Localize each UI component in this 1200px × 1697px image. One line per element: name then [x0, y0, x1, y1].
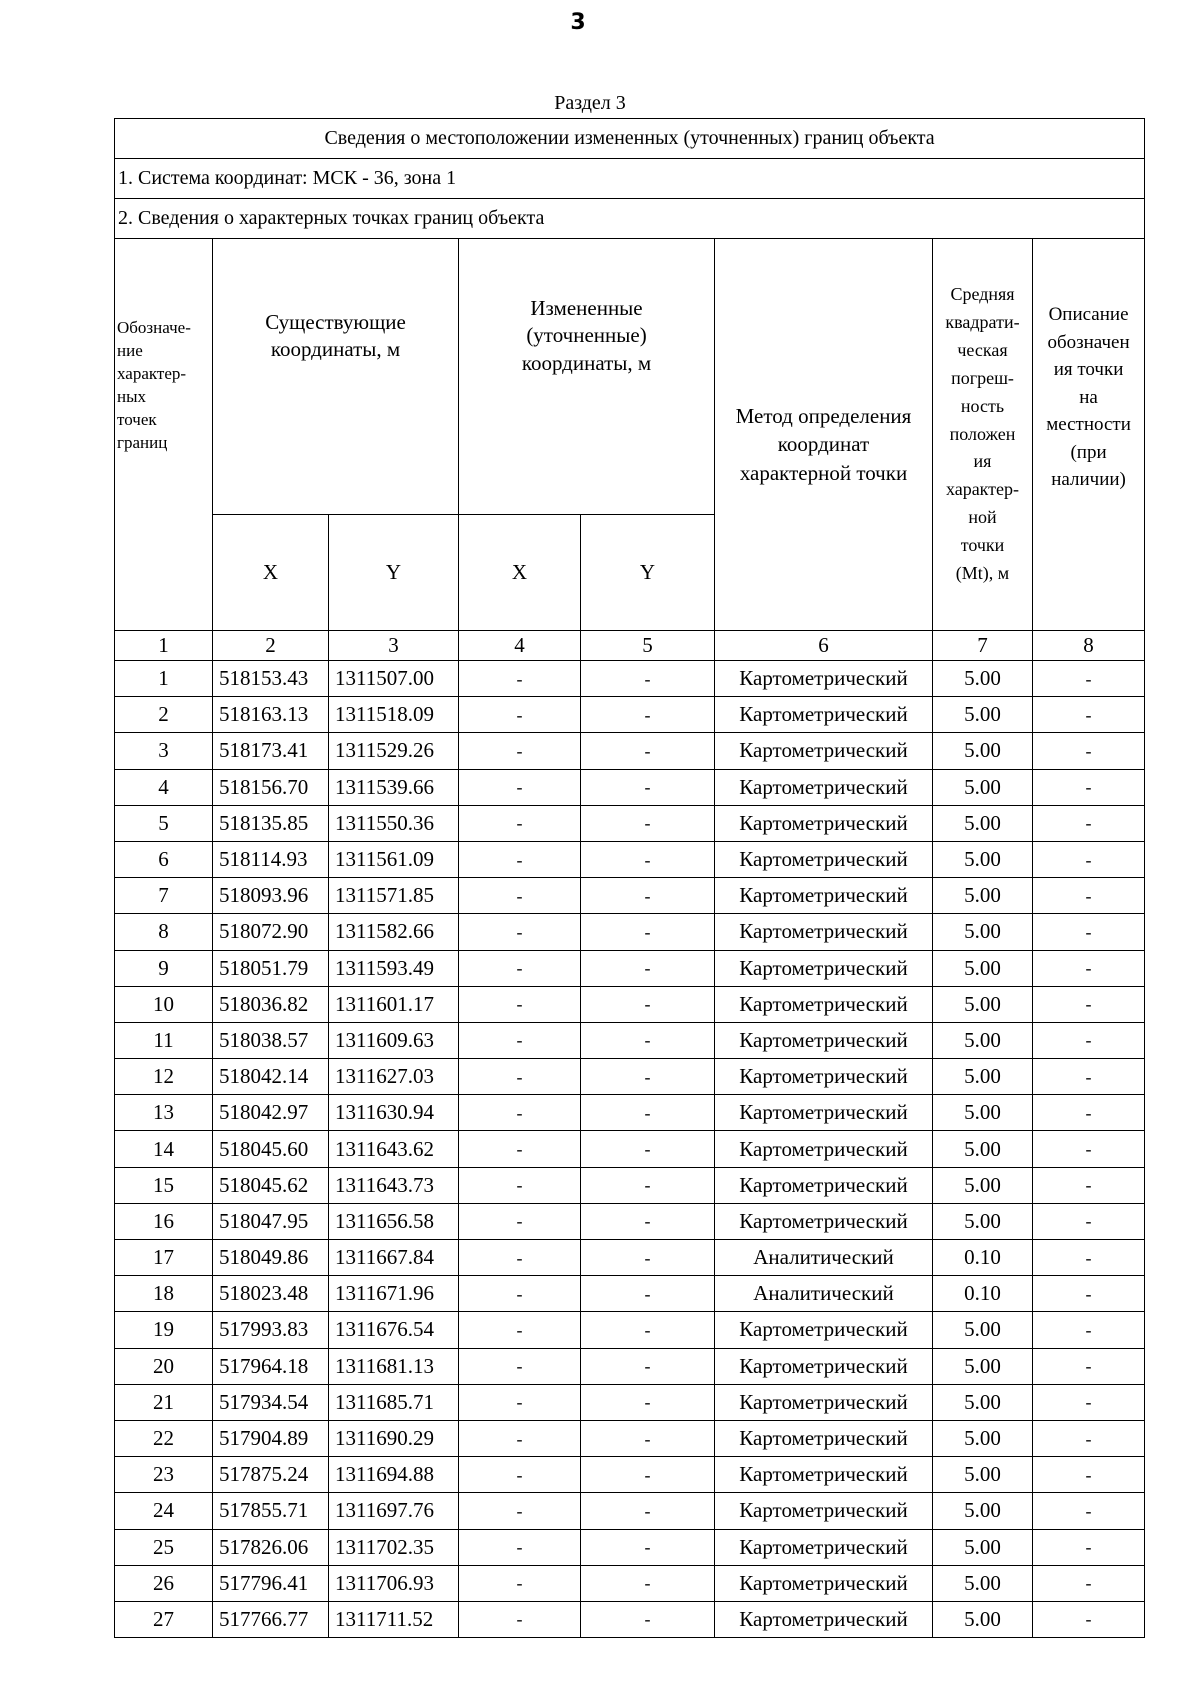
- cell-point-number: 23: [115, 1457, 213, 1493]
- cell-existing-y: 1311582.66: [329, 914, 459, 950]
- cell-changed-y: -: [581, 1276, 715, 1312]
- table-row: [115, 697, 1145, 733]
- cell-existing-x: 518038.57: [213, 1022, 329, 1058]
- cell-point-number: 17: [115, 1240, 213, 1276]
- table-row: [115, 1457, 1145, 1493]
- cell-existing-x: 518049.86: [213, 1240, 329, 1276]
- cell-point-description: -: [1033, 1493, 1145, 1529]
- cell-changed-x: -: [459, 1095, 581, 1131]
- cell-method: Картометрический: [715, 1601, 933, 1637]
- cell-existing-x: 517875.24: [213, 1457, 329, 1493]
- cell-mean-error: 5.00: [933, 1384, 1033, 1420]
- cell-method: Картометрический: [715, 1203, 933, 1239]
- cell-existing-x: 518047.95: [213, 1203, 329, 1239]
- header-error: Средняя квадрати- ческая погреш- ность положен ия характер- ной точки (Mt), м: [933, 239, 1033, 631]
- cell-method: Картометрический: [715, 986, 933, 1022]
- cell-mean-error: 5.00: [933, 1131, 1033, 1167]
- cell-existing-x: 518114.93: [213, 841, 329, 877]
- cell-changed-y: -: [581, 769, 715, 805]
- cell-existing-x: 517993.83: [213, 1312, 329, 1348]
- cell-mean-error: 5.00: [933, 1312, 1033, 1348]
- cell-method: Картометрический: [715, 1493, 933, 1529]
- cell-changed-y: -: [581, 1240, 715, 1276]
- cell-method: Картометрический: [715, 1167, 933, 1203]
- cell-method: Картометрический: [715, 1022, 933, 1058]
- cell-changed-y: -: [581, 1565, 715, 1601]
- cell-existing-y: 1311643.62: [329, 1131, 459, 1167]
- cell-existing-x: 517964.18: [213, 1348, 329, 1384]
- cell-method: Картометрический: [715, 1312, 933, 1348]
- cell-changed-x: -: [459, 914, 581, 950]
- cell-mean-error: 5.00: [933, 733, 1033, 769]
- cell-point-number: 2: [115, 697, 213, 733]
- cell-method: Картометрический: [715, 878, 933, 914]
- cell-method: Картометрический: [715, 805, 933, 841]
- cell-existing-y: 1311609.63: [329, 1022, 459, 1058]
- cell-existing-x: 518093.96: [213, 878, 329, 914]
- cell-mean-error: 5.00: [933, 914, 1033, 950]
- cell-mean-error: 5.00: [933, 1493, 1033, 1529]
- cell-existing-y: 1311518.09: [329, 697, 459, 733]
- table-row: [115, 878, 1145, 914]
- table-row: [115, 1565, 1145, 1601]
- cell-changed-y: -: [581, 1095, 715, 1131]
- cell-existing-y: 1311676.54: [329, 1312, 459, 1348]
- cell-point-description: -: [1033, 805, 1145, 841]
- cell-point-description: -: [1033, 1022, 1145, 1058]
- cell-mean-error: 5.00: [933, 841, 1033, 877]
- points-info-heading: 2. Сведения о характерных точках границ объекта: [115, 199, 1145, 239]
- table-row: [115, 1420, 1145, 1456]
- cell-point-number: 4: [115, 769, 213, 805]
- cell-existing-y: 1311711.52: [329, 1601, 459, 1637]
- cell-changed-y: -: [581, 1022, 715, 1058]
- table-row: [115, 769, 1145, 805]
- cell-method: Картометрический: [715, 841, 933, 877]
- cell-existing-y: 1311630.94: [329, 1095, 459, 1131]
- cell-method: Картометрический: [715, 914, 933, 950]
- cell-method: Картометрический: [715, 1565, 933, 1601]
- cell-point-description: -: [1033, 1601, 1145, 1637]
- cell-point-description: -: [1033, 950, 1145, 986]
- cell-existing-y: 1311571.85: [329, 878, 459, 914]
- cell-changed-y: -: [581, 1312, 715, 1348]
- cell-changed-x: -: [459, 1420, 581, 1456]
- cell-method: Картометрический: [715, 1384, 933, 1420]
- cell-changed-x: -: [459, 878, 581, 914]
- cell-mean-error: 5.00: [933, 1420, 1033, 1456]
- cell-point-description: -: [1033, 1420, 1145, 1456]
- header-existing-coordinates: Существующие координаты, м: [213, 239, 459, 515]
- table-row: [115, 1384, 1145, 1420]
- cell-point-number: 5: [115, 805, 213, 841]
- cell-changed-x: -: [459, 841, 581, 877]
- boundary-points-table: [114, 118, 1145, 1638]
- cell-existing-y: 1311593.49: [329, 950, 459, 986]
- cell-changed-x: -: [459, 1457, 581, 1493]
- cell-existing-y: 1311539.66: [329, 769, 459, 805]
- cell-method: Картометрический: [715, 1529, 933, 1565]
- cell-mean-error: 5.00: [933, 1457, 1033, 1493]
- cell-method: Картометрический: [715, 950, 933, 986]
- cell-point-description: -: [1033, 1457, 1145, 1493]
- cell-mean-error: 5.00: [933, 986, 1033, 1022]
- cell-mean-error: 5.00: [933, 1167, 1033, 1203]
- cell-point-description: -: [1033, 661, 1145, 697]
- cell-changed-x: -: [459, 1022, 581, 1058]
- cell-method: Картометрический: [715, 733, 933, 769]
- cell-point-description: -: [1033, 1529, 1145, 1565]
- cell-changed-x: -: [459, 661, 581, 697]
- cell-existing-y: 1311561.09: [329, 841, 459, 877]
- table-row: [115, 1022, 1145, 1058]
- cell-point-number: 19: [115, 1312, 213, 1348]
- header-changed-x: X: [459, 515, 581, 631]
- cell-point-number: 13: [115, 1095, 213, 1131]
- table-row: [115, 661, 1145, 697]
- cell-existing-y: 1311690.29: [329, 1420, 459, 1456]
- cell-point-description: -: [1033, 1203, 1145, 1239]
- cell-changed-x: -: [459, 1384, 581, 1420]
- cell-point-description: -: [1033, 1312, 1145, 1348]
- header-existing-y: Y: [329, 515, 459, 631]
- header-method: Метод определения координат характерной точки: [715, 239, 933, 631]
- cell-existing-y: 1311601.17: [329, 986, 459, 1022]
- cell-changed-x: -: [459, 733, 581, 769]
- table-row: [115, 950, 1145, 986]
- table-row: [115, 1601, 1145, 1637]
- header-description: Описание обозначен ия точки на местности (при наличии): [1033, 239, 1145, 631]
- cell-existing-x: 517766.77: [213, 1601, 329, 1637]
- cell-changed-y: -: [581, 841, 715, 877]
- cell-existing-x: 517826.06: [213, 1529, 329, 1565]
- cell-changed-x: -: [459, 1529, 581, 1565]
- cell-existing-y: 1311702.35: [329, 1529, 459, 1565]
- cell-point-number: 25: [115, 1529, 213, 1565]
- cell-point-description: -: [1033, 841, 1145, 877]
- coordinate-system: 1. Система координат: МСК - 36, зона 1: [115, 159, 1145, 199]
- table-title: Сведения о местоположении измененных (уточненных) границ объекта: [115, 119, 1145, 159]
- cell-changed-x: -: [459, 1601, 581, 1637]
- table-row: [115, 841, 1145, 877]
- cell-existing-x: 517855.71: [213, 1493, 329, 1529]
- cell-method: Аналитический: [715, 1276, 933, 1312]
- cell-changed-x: -: [459, 1203, 581, 1239]
- cell-method: Картометрический: [715, 661, 933, 697]
- table-row: [115, 733, 1145, 769]
- cell-point-description: -: [1033, 878, 1145, 914]
- cell-existing-x: 518156.70: [213, 769, 329, 805]
- cell-existing-x: 518051.79: [213, 950, 329, 986]
- cell-existing-x: 518042.14: [213, 1059, 329, 1095]
- cell-method: Картометрический: [715, 1420, 933, 1456]
- table-row: [115, 1059, 1145, 1095]
- cell-changed-y: -: [581, 1384, 715, 1420]
- cell-point-description: -: [1033, 1348, 1145, 1384]
- cell-point-number: 10: [115, 986, 213, 1022]
- cell-mean-error: 5.00: [933, 1022, 1033, 1058]
- cell-point-number: 22: [115, 1420, 213, 1456]
- cell-mean-error: 5.00: [933, 1059, 1033, 1095]
- cell-changed-x: -: [459, 1312, 581, 1348]
- cell-point-number: 15: [115, 1167, 213, 1203]
- cell-existing-x: 518045.60: [213, 1131, 329, 1167]
- cell-point-number: 1: [115, 661, 213, 697]
- cell-mean-error: 0.10: [933, 1240, 1033, 1276]
- header-point-designation: Обозначе- ние характер- ных точек границ: [115, 239, 213, 631]
- cell-existing-x: 518072.90: [213, 914, 329, 950]
- cell-mean-error: 5.00: [933, 878, 1033, 914]
- table-row: [115, 1203, 1145, 1239]
- cell-changed-x: -: [459, 1131, 581, 1167]
- header-changed-y: Y: [581, 515, 715, 631]
- cell-existing-y: 1311667.84: [329, 1240, 459, 1276]
- cell-mean-error: 5.00: [933, 1601, 1033, 1637]
- cell-changed-y: -: [581, 914, 715, 950]
- cell-existing-y: 1311656.58: [329, 1203, 459, 1239]
- table-row: [115, 1312, 1145, 1348]
- cell-existing-y: 1311681.13: [329, 1348, 459, 1384]
- cell-mean-error: 5.00: [933, 769, 1033, 805]
- cell-existing-y: 1311706.93: [329, 1565, 459, 1601]
- page-number: 3: [570, 10, 586, 35]
- cell-changed-y: -: [581, 878, 715, 914]
- cell-method: Картометрический: [715, 1348, 933, 1384]
- cell-existing-y: 1311627.03: [329, 1059, 459, 1095]
- column-number: 1: [115, 631, 213, 661]
- column-number: 2: [213, 631, 329, 661]
- cell-point-number: 20: [115, 1348, 213, 1384]
- cell-existing-x: 518163.13: [213, 697, 329, 733]
- cell-changed-x: -: [459, 1059, 581, 1095]
- cell-mean-error: 5.00: [933, 950, 1033, 986]
- cell-point-description: -: [1033, 1240, 1145, 1276]
- cell-changed-y: -: [581, 950, 715, 986]
- cell-changed-x: -: [459, 986, 581, 1022]
- column-number: 5: [581, 631, 715, 661]
- cell-point-number: 8: [115, 914, 213, 950]
- cell-point-description: -: [1033, 769, 1145, 805]
- cell-point-description: -: [1033, 1167, 1145, 1203]
- cell-changed-y: -: [581, 1131, 715, 1167]
- cell-point-number: 14: [115, 1131, 213, 1167]
- cell-point-description: -: [1033, 1276, 1145, 1312]
- cell-existing-x: 517796.41: [213, 1565, 329, 1601]
- cell-existing-y: 1311507.00: [329, 661, 459, 697]
- cell-existing-x: 518042.97: [213, 1095, 329, 1131]
- cell-existing-x: 518153.43: [213, 661, 329, 697]
- cell-point-number: 7: [115, 878, 213, 914]
- cell-changed-x: -: [459, 1565, 581, 1601]
- cell-changed-y: -: [581, 1059, 715, 1095]
- cell-changed-y: -: [581, 661, 715, 697]
- cell-point-number: 18: [115, 1276, 213, 1312]
- table-row: [115, 1493, 1145, 1529]
- cell-changed-y: -: [581, 1601, 715, 1637]
- cell-changed-y: -: [581, 986, 715, 1022]
- cell-existing-x: 517904.89: [213, 1420, 329, 1456]
- cell-existing-y: 1311697.76: [329, 1493, 459, 1529]
- cell-point-description: -: [1033, 697, 1145, 733]
- header-changed-coordinates: Измененные (уточненные) координаты, м: [459, 239, 715, 515]
- cell-changed-y: -: [581, 697, 715, 733]
- cell-changed-y: -: [581, 1348, 715, 1384]
- cell-point-description: -: [1033, 986, 1145, 1022]
- cell-point-description: -: [1033, 1059, 1145, 1095]
- cell-mean-error: 5.00: [933, 697, 1033, 733]
- table-row: [115, 1529, 1145, 1565]
- cell-point-number: 24: [115, 1493, 213, 1529]
- column-number: 4: [459, 631, 581, 661]
- cell-changed-y: -: [581, 1203, 715, 1239]
- cell-mean-error: 5.00: [933, 1348, 1033, 1384]
- cell-method: Картометрический: [715, 697, 933, 733]
- cell-mean-error: 0.10: [933, 1276, 1033, 1312]
- cell-method: Картометрический: [715, 1457, 933, 1493]
- cell-changed-y: -: [581, 1167, 715, 1203]
- cell-existing-x: 518023.48: [213, 1276, 329, 1312]
- table-row: [115, 1167, 1145, 1203]
- table-row: [115, 1348, 1145, 1384]
- cell-point-number: 16: [115, 1203, 213, 1239]
- cell-mean-error: 5.00: [933, 661, 1033, 697]
- cell-changed-x: -: [459, 950, 581, 986]
- cell-point-description: -: [1033, 733, 1145, 769]
- header-existing-x: X: [213, 515, 329, 631]
- cell-existing-y: 1311694.88: [329, 1457, 459, 1493]
- cell-mean-error: 5.00: [933, 1565, 1033, 1601]
- cell-changed-y: -: [581, 1493, 715, 1529]
- cell-mean-error: 5.00: [933, 1095, 1033, 1131]
- column-number: 6: [715, 631, 933, 661]
- cell-point-description: -: [1033, 1131, 1145, 1167]
- cell-point-description: -: [1033, 914, 1145, 950]
- cell-changed-y: -: [581, 805, 715, 841]
- cell-mean-error: 5.00: [933, 1529, 1033, 1565]
- cell-changed-y: -: [581, 733, 715, 769]
- cell-mean-error: 5.00: [933, 1203, 1033, 1239]
- cell-changed-x: -: [459, 697, 581, 733]
- cell-point-number: 3: [115, 733, 213, 769]
- cell-existing-y: 1311550.36: [329, 805, 459, 841]
- cell-existing-x: 517934.54: [213, 1384, 329, 1420]
- cell-point-number: 21: [115, 1384, 213, 1420]
- cell-existing-x: 518036.82: [213, 986, 329, 1022]
- cell-point-description: -: [1033, 1384, 1145, 1420]
- table-row: [115, 914, 1145, 950]
- cell-changed-x: -: [459, 769, 581, 805]
- cell-point-number: 26: [115, 1565, 213, 1601]
- cell-existing-y: 1311685.71: [329, 1384, 459, 1420]
- table-row: [115, 1240, 1145, 1276]
- cell-method: Аналитический: [715, 1240, 933, 1276]
- cell-point-description: -: [1033, 1095, 1145, 1131]
- cell-point-description: -: [1033, 1565, 1145, 1601]
- cell-point-number: 27: [115, 1601, 213, 1637]
- cell-existing-y: 1311643.73: [329, 1167, 459, 1203]
- cell-existing-x: 518173.41: [213, 733, 329, 769]
- table-row: [115, 1131, 1145, 1167]
- section-label: Раздел 3: [554, 92, 626, 114]
- cell-changed-y: -: [581, 1420, 715, 1456]
- cell-existing-y: 1311529.26: [329, 733, 459, 769]
- cell-point-number: 9: [115, 950, 213, 986]
- cell-existing-y: 1311671.96: [329, 1276, 459, 1312]
- cell-existing-x: 518135.85: [213, 805, 329, 841]
- column-number: 3: [329, 631, 459, 661]
- cell-point-number: 6: [115, 841, 213, 877]
- cell-changed-y: -: [581, 1529, 715, 1565]
- cell-method: Картометрический: [715, 1131, 933, 1167]
- cell-changed-y: -: [581, 1457, 715, 1493]
- table-row: [115, 1095, 1145, 1131]
- cell-method: Картометрический: [715, 1059, 933, 1095]
- table-row: [115, 1276, 1145, 1312]
- cell-changed-x: -: [459, 1493, 581, 1529]
- cell-existing-x: 518045.62: [213, 1167, 329, 1203]
- cell-changed-x: -: [459, 1276, 581, 1312]
- column-numbers-row: [115, 631, 1145, 661]
- cell-changed-x: -: [459, 1348, 581, 1384]
- cell-changed-x: -: [459, 1167, 581, 1203]
- cell-point-number: 11: [115, 1022, 213, 1058]
- table-row: [115, 986, 1145, 1022]
- cell-method: Картометрический: [715, 769, 933, 805]
- column-number: 8: [1033, 631, 1145, 661]
- cell-method: Картометрический: [715, 1095, 933, 1131]
- column-number: 7: [933, 631, 1033, 661]
- table-row: [115, 805, 1145, 841]
- cell-changed-x: -: [459, 1240, 581, 1276]
- cell-mean-error: 5.00: [933, 805, 1033, 841]
- cell-changed-x: -: [459, 805, 581, 841]
- cell-point-number: 12: [115, 1059, 213, 1095]
